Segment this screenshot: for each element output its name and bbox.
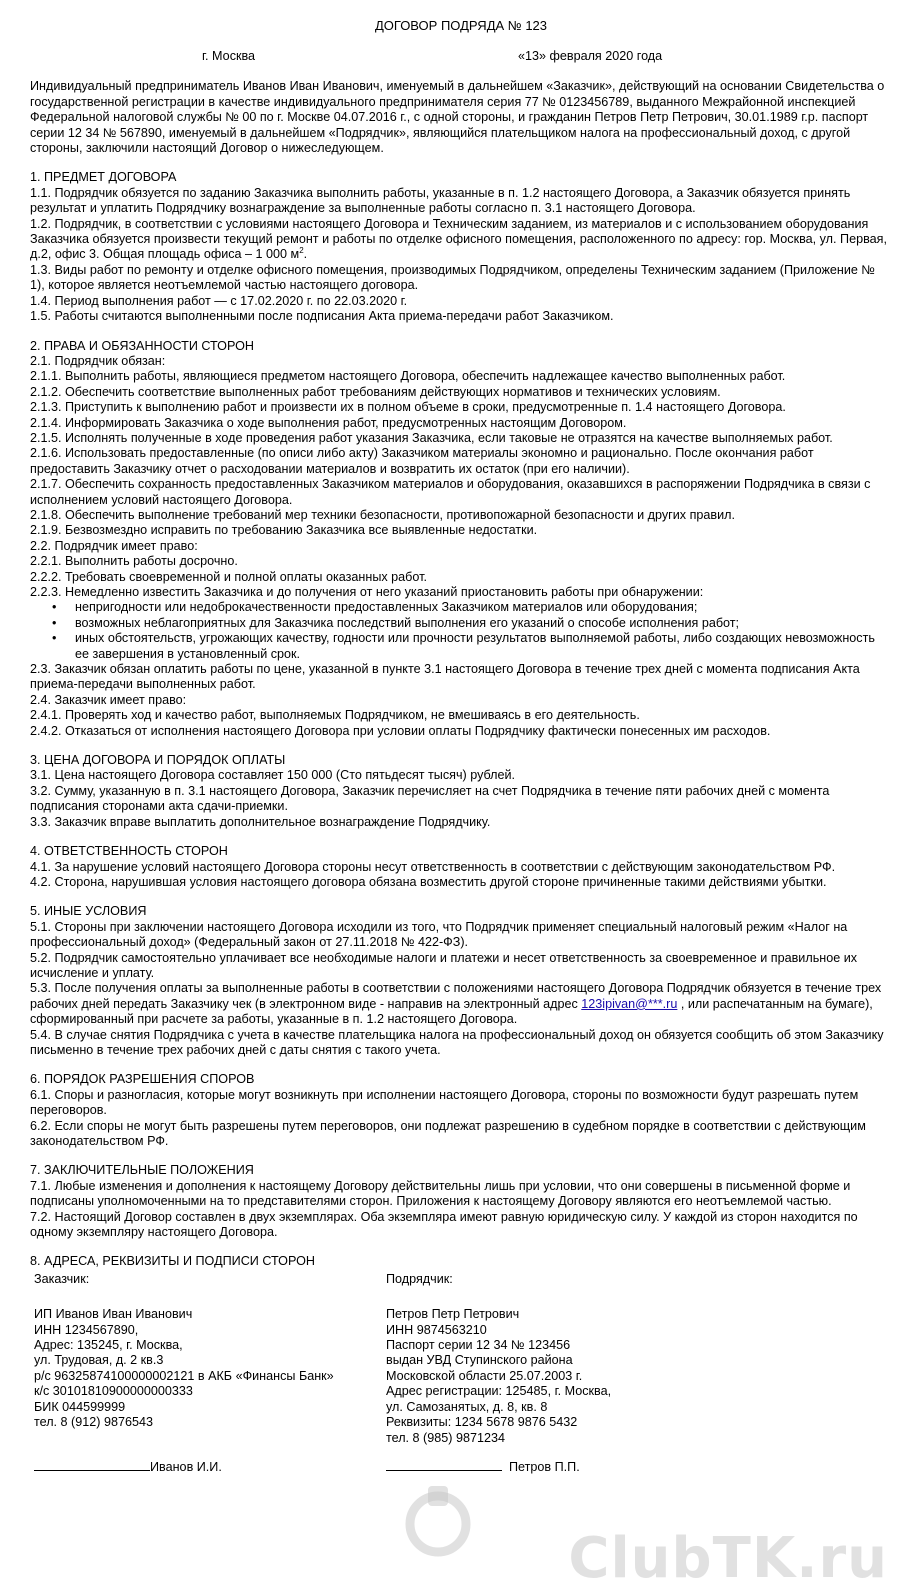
contractor-line: Паспорт серии 12 34 № 123456 xyxy=(386,1338,571,1353)
clause-4-1: 4.1. За нарушение условий настоящего Договора стороны несут ответственность в соответствии с действующим законодательством РФ. xyxy=(30,859,836,874)
section-title: 8. АДРЕСА, РЕКВИЗИТЫ И ПОДПИСИ СТОРОН xyxy=(30,1254,315,1269)
contractor-line: ул. Самозанятых, д. 8, кв. 8 xyxy=(386,1399,548,1414)
clause-2-4-2: 2.4.2. Отказаться от исполнения настоящего Договора при условии оплаты Подрядчику фактически понесенных им расходов. xyxy=(30,723,771,738)
clause-2-2-3: 2.2.3. Немедленно известить Заказчика и до получения от него указаний приостановить работы при обнаружении: xyxy=(30,585,704,599)
customer-line: ИП Иванов Иван Иванович xyxy=(34,1307,193,1322)
document-title: ДОГОВОР ПОДРЯДА № 123 xyxy=(374,18,548,33)
section-5 xyxy=(30,904,892,1058)
clause-5-2: 5.2. Подрядчик самостоятельно уплачивает все необходимые налоги и платежи и несет ответственность за своевременное и правильное их исчисление и уплату. xyxy=(30,950,858,980)
customer-line: ул. Трудовая, д. 2 кв.3 xyxy=(34,1353,164,1368)
contractor-line: тел. 8 (985) 9871234 xyxy=(386,1430,505,1445)
clause-2-1-6: 2.1.6. Использовать предоставленные (по описи либо акту) Заказчиком материалы экономно и рационально. После окончания работ предоставить Заказчику отчет о расходовании материалов и возвратить их остаток (при его наличии). xyxy=(30,446,814,476)
clause-5-3: 5.3. После получения оплаты за выполненные работы в соответствии с положениями настоящего Договора Подрядчик обязуется в течение трех рабочих дней передать Заказчику чек (в электронном виде - направив на электронный адрес 123ipivan@***.ru , или распечатанным на бумаге), сформированный при расчете за работы, указанные в п. 1.2 настоящего Договора. xyxy=(30,981,882,1027)
clause-2-1-3: 2.1.3. Приступить к выполнению работ и произвести их в полном объеме в сроки, предусмотренные п. 1.4 настоящего Договора. xyxy=(30,400,786,415)
clause-1-3: 1.3. Виды работ по ремонту и отделке офисного помещения, производимых Подрядчиком, определены Техническим заданием (Приложение № 1), которое является неотъемлемой частью настоящего договора. xyxy=(30,262,875,293)
section-title: 4. ОТВЕТСТВЕННОСТЬ СТОРОН xyxy=(30,844,228,859)
contract-city: г. Москва xyxy=(202,49,256,64)
contractor-role: Подрядчик: xyxy=(386,1271,453,1286)
section-1 xyxy=(30,170,892,324)
clause-2-4: 2.4. Заказчик имеет право: xyxy=(30,692,187,707)
section-3 xyxy=(30,753,892,830)
contractor-line: Петров Петр Петрович xyxy=(386,1307,520,1322)
email-link[interactable]: 123ipivan@***.ru xyxy=(581,996,678,1011)
signature-line xyxy=(34,1458,150,1471)
contract-document xyxy=(30,18,892,1474)
list-item: • возможных неблагоприятных для Заказчика последствий выполнения его указаний о способе исполнения работ; xyxy=(52,615,740,630)
intro-paragraph: Индивидуальный предприниматель Иванов Иван Иванович, именуемый в дальнейшем «Заказчик», действующий на основании Свидетельства о государственной регистрации в качестве индивидуального предпринимателя серия 77 № 0123456789, выданного Межрайонной инспекцией Федеральной налоговой службы № 00 по г. Москве 04.07.2016 г., с одной стороны, и гражданин Петров Петр Петрович, 30.01.1989 г.р. паспорт серии 12 34 № 567890, именуемый в дальнейшем «Подрядчик», являющийся плательщиком налога на профессиональный доход, с другой стороны, заключили настоящий Договор о нижеследующем. xyxy=(30,79,885,156)
contractor-line: ИНН 9874563210 xyxy=(386,1322,487,1337)
clause-2-1: 2.1. Подрядчик обязан: xyxy=(30,353,166,368)
customer-line: БИК 044599999 xyxy=(34,1399,126,1414)
customer-line: тел. 8 (912) 9876543 xyxy=(34,1415,153,1430)
clause-2-1-7: 2.1.7. Обеспечить сохранность предоставленных Заказчиком материалов и оборудования, оказавшихся в распоряжении Подрядчика в связи с исполнением условий настоящего Договора. xyxy=(30,477,871,507)
section-title: 2. ПРАВА И ОБЯЗАННОСТИ СТОРОН xyxy=(30,338,254,353)
clause-2-2: 2.2. Подрядчик имеет право: xyxy=(30,538,198,553)
section-6 xyxy=(30,1072,892,1149)
section-title: 5. ИНЫЕ УСЛОВИЯ xyxy=(30,904,147,919)
watermark-logo-icon xyxy=(398,1478,478,1558)
customer-line: р/с 96325874100000002121 в АКБ «Финансы Банк» xyxy=(34,1368,334,1383)
clause-3-3: 3.3. Заказчик вправе выплатить дополнительное вознаграждение Подрядчику. xyxy=(30,814,491,829)
contractor-line: выдан УВД Ступинского района xyxy=(386,1353,573,1368)
place-date-line xyxy=(30,49,892,67)
clause-2-2-1: 2.2.1. Выполнить работы досрочно. xyxy=(30,554,238,569)
clause-1-5: 1.5. Работы считаются выполненными после подписания Акта приема-передачи работ Заказчиком. xyxy=(30,309,614,324)
watermark: ClubTK.ru xyxy=(568,1525,888,1591)
section-title: 3. ЦЕНА ДОГОВОРА И ПОРЯДОК ОПЛАТЫ xyxy=(30,753,286,768)
clause-3-2: 3.2. Сумму, указанную в п. 3.1 настоящего Договора, Заказчик перечисляет на счет Подрядчика в течение пяти рабочих дней с момента подписания сторонами акта сдачи-приемки. xyxy=(30,783,830,814)
customer-line: к/с 30101810900000000333 xyxy=(34,1384,193,1399)
contractor-line: Адрес регистрации: 125485, г. Москва, xyxy=(386,1384,612,1399)
clause-5-1: 5.1. Стороны при заключении настоящего Договора исходили из того, что Подрядчик применяет специальный налоговый режим «Налог на профессиональный доход» (Федеральный закон от 27.11.2018 № 422-ФЗ). xyxy=(30,919,848,950)
bullet-icon: • xyxy=(52,631,57,646)
customer-signature: Иванов И.И. xyxy=(34,1458,222,1475)
clause-2-1-1: 2.1.1. Выполнить работы, являющиеся предметом настоящего Договора, обеспечить надлежащее качество выполненных работ. xyxy=(30,369,786,384)
contractor-line: Московской области 25.07.2003 г. xyxy=(386,1368,583,1383)
clause-7-1: 7.1. Любые изменения и дополнения к настоящему Договору действительны лишь при условии, что они совершены в письменной форме и подписаны уполномоченными на то представителями сторон. Приложения к настоящему Договору являются его неотъемлемой частью. xyxy=(30,1178,851,1209)
section-title: 1. ПРЕДМЕТ ДОГОВОРА xyxy=(30,170,177,185)
contractor-details xyxy=(386,1272,726,1446)
customer-role: Заказчик: xyxy=(34,1271,90,1286)
clause-6-1: 6.1. Споры и разногласия, которые могут возникнуть при исполнении настоящего Договора, стороны по возможности будут разрешать путем переговоров. xyxy=(30,1087,859,1118)
section-title: 7. ЗАКЛЮЧИТЕЛЬНЫЕ ПОЛОЖЕНИЯ xyxy=(30,1163,254,1178)
section-title: 6. ПОРЯДОК РАЗРЕШЕНИЯ СПОРОВ xyxy=(30,1072,255,1087)
clause-3-1: 3.1. Цена настоящего Договора составляет 150 000 (Сто пятьдесят тысяч) рублей. xyxy=(30,768,516,783)
clause-2-1-9: 2.1.9. Безвозмездно исправить по требованию Заказчика все выявленные недостатки. xyxy=(30,523,538,538)
clause-2-3: 2.3. Заказчик обязан оплатить работы по цене, указанной в пункте 3.1 настоящего Договора в течение трех дней с момента подписания Акта приема-передачи выполненных работ. xyxy=(30,662,860,692)
clause-6-2: 6.2. Если споры не могут быть разрешены путем переговоров, они подлежат разрешению в судебном порядке в соответствии с действующим законодательством РФ. xyxy=(30,1118,866,1148)
contractor-line: Реквизиты: 1234 5678 9876 5432 xyxy=(386,1415,578,1430)
clause-2-4-1: 2.4.1. Проверять ход и качество работ, выполняемых Подрядчиком, не вмешиваясь в его деятельность. xyxy=(30,708,640,723)
clause-1-4: 1.4. Период выполнения работ — с 17.02.2020 г. по 22.03.2020 г. xyxy=(30,293,408,308)
clause-2-1-8: 2.1.8. Обеспечить выполнение требований мер техники безопасности, противопожарной безопасности и других правил. xyxy=(30,507,735,522)
bullet-icon: • xyxy=(52,615,57,630)
signature-line xyxy=(386,1458,502,1471)
clause-5-4: 5.4. В случае снятия Подрядчика с учета в качестве плательщика налога на профессиональный доход он обязуется сообщить об этом Заказчику письменно в течение трех рабочих дней с даты снятия с такого учета. xyxy=(30,1027,884,1057)
contractor-signature: Петров П.П. xyxy=(386,1458,580,1475)
list-item: • иных обстоятельств, угрожающих качеству, годности или прочности результатов выполняемой работы, либо создающих невозможность ее завершения в установленный срок. xyxy=(52,631,875,661)
clause-2-1-5: 2.1.5. Исполнять полученные в ходе проведения работ указания Заказчика, если таковые не отразятся на качестве выполняемых работ. xyxy=(30,430,833,445)
section-8 xyxy=(30,1254,892,1474)
section-2 xyxy=(30,339,892,740)
clause-7-2: 7.2. Настоящий Договор составлен в двух экземплярах. Оба экземпляра имеют равную юридическую силу. У каждой из сторон находится по одному экземпляру настоящего Договора. xyxy=(30,1209,858,1240)
clause-4-2: 4.2. Сторона, нарушившая условия настоящего договора обязана возместить другой стороне причиненные такими действиями убытки. xyxy=(30,874,827,889)
customer-details xyxy=(34,1272,374,1431)
contract-date: «13» февраля 2020 года xyxy=(518,49,663,64)
clause-1-2: 1.2. Подрядчик, в соответствии с условиями настоящего Договора и Техническим заданием, из материалов и с использованием оборудования Заказчика обязуется произвести текущий ремонт и работы по отделке офисного помещения, расположенного по адресу: гор. Москва, ул. Первая, д.2, офис 3. Общая площадь офиса – 1 000 $м^2$. xyxy=(30,216,887,262)
customer-line: Адрес: 135245, г. Москва, xyxy=(34,1338,183,1353)
clause-2-1-4: 2.1.4. Информировать Заказчика о ходе выполнения работ, предусмотренных настоящим Договором. xyxy=(30,415,627,430)
customer-line: ИНН 1234567890, xyxy=(34,1322,139,1337)
section-4 xyxy=(30,844,892,890)
section-7 xyxy=(30,1163,892,1240)
list-item: • непригодности или недоброкачественности предоставленных Заказчиком материалов или оборудования; xyxy=(52,600,698,615)
clause-2-1-2: 2.1.2. Обеспечить соответствие выполненных работ требованиям действующих нормативов и технических условиям. xyxy=(30,384,721,399)
parties-block xyxy=(30,1271,892,1474)
clause-1-1: 1.1. Подрядчик обязуется по заданию Заказчика выполнить работы, указанные в п. 1.2 настоящего Договора, а Заказчик обязуется принять результат и уплатить Подрядчику вознаграждение за выполненные работы согласно п. 3.1 настоящего Договора. xyxy=(30,185,851,216)
clause-2-2-2: 2.2.2. Требовать своевременной и полной оплаты оказанных работ. xyxy=(30,569,427,584)
bullet-icon: • xyxy=(52,600,57,615)
